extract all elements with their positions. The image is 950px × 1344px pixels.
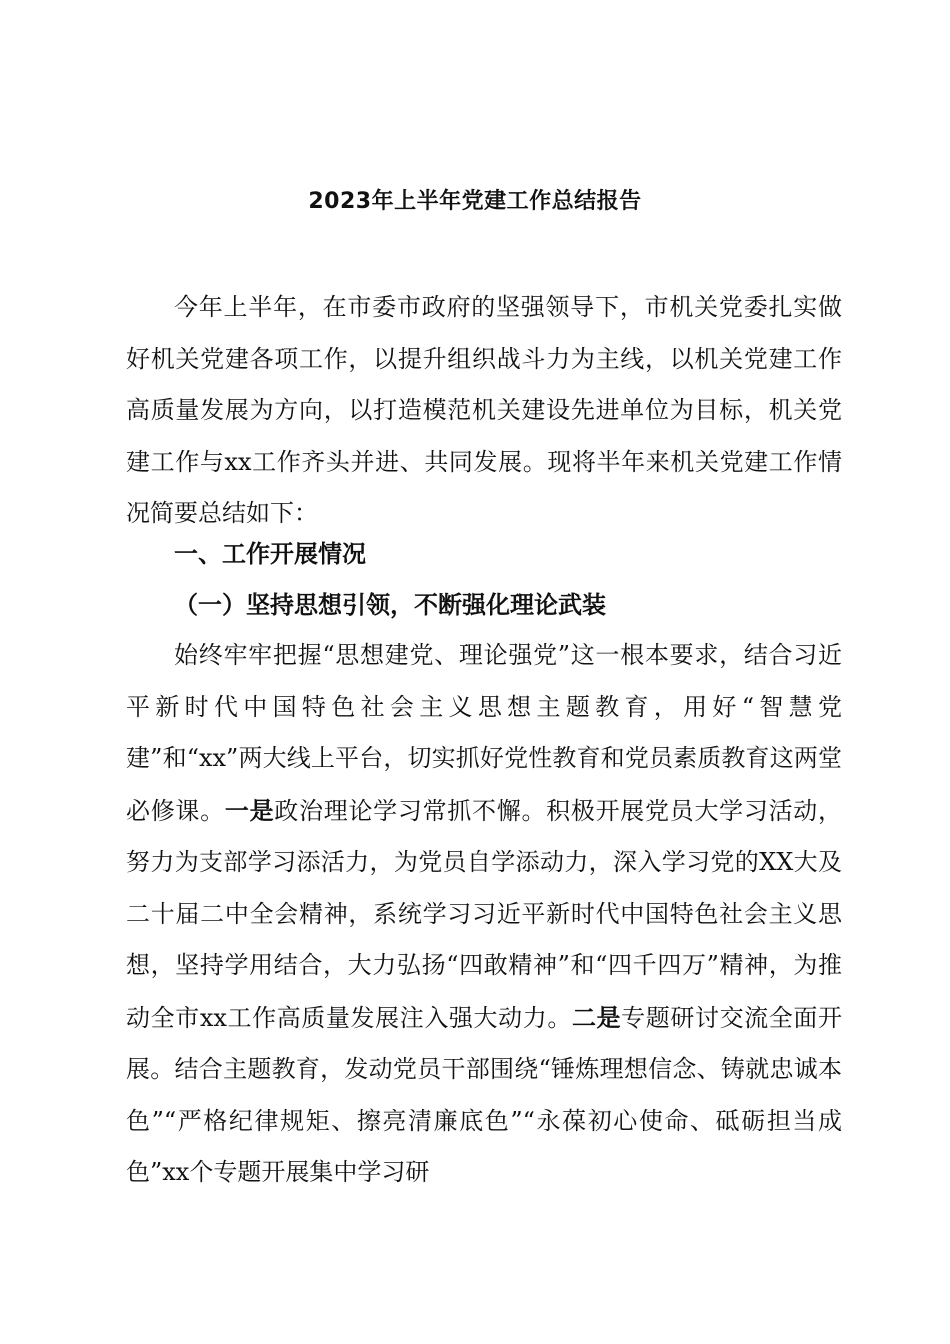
subsection-heading: （一）坚持思想引领，不断强化理论武装 — [174, 591, 606, 619]
paragraph-marker-first: 一是 — [224, 795, 275, 825]
body-paragraph — [126, 630, 842, 1199]
paragraph-text-part-2: 政治理论学习常抓不懈。积极开展党员大学习活动，努力为支部学习添活力，为党员自学添动力，深入学习党的XX大及二十届二中全会精神，系统学习习近平新时代中国特色社会主义思想，坚持学用结合，大力弘扬“四敢精神”和“四千四万”精神，为推动全市xx工作高质量发展注入强大动力。 — [126, 796, 843, 1032]
paragraph-marker-second: 二是 — [571, 1002, 622, 1032]
paragraph-text-part-1: 始终牢牢把握“思想建党、理论强党”这一根本要求，结合习近平新时代中国特色社会主义思想主题教育，用好“智慧党建”和“xx”两大线上平台，切实抓好党性教育和党员素质教育这两堂必修课。 — [126, 641, 842, 825]
document-title: 2023年上半年党建工作总结报告 — [308, 189, 642, 214]
paragraph-text-part-3: 专题研讨交流全面开展。结合主题教育，发动党员干部围绕“锤炼理想信念、铸就忠诚本色”“严格纪律规矩、擦亮清廉底色”“永葆初心使命、砥砺担当成色”xx个专题开展集中学习研 — [126, 1003, 843, 1186]
section-heading: 一、工作开展情况 — [174, 540, 366, 568]
intro-paragraph: 今年上半年，在市委市政府的坚强领导下，市机关党委扎实做好机关党建各项工作，以提升组织战斗力为主线，以机关党建工作高质量发展为方向，以打造模范机关建设先进单位为目标，机关党建工作与xx工作齐头并进、共同发展。现将半年来机关党建工作情况简要总结如下： — [126, 293, 842, 527]
